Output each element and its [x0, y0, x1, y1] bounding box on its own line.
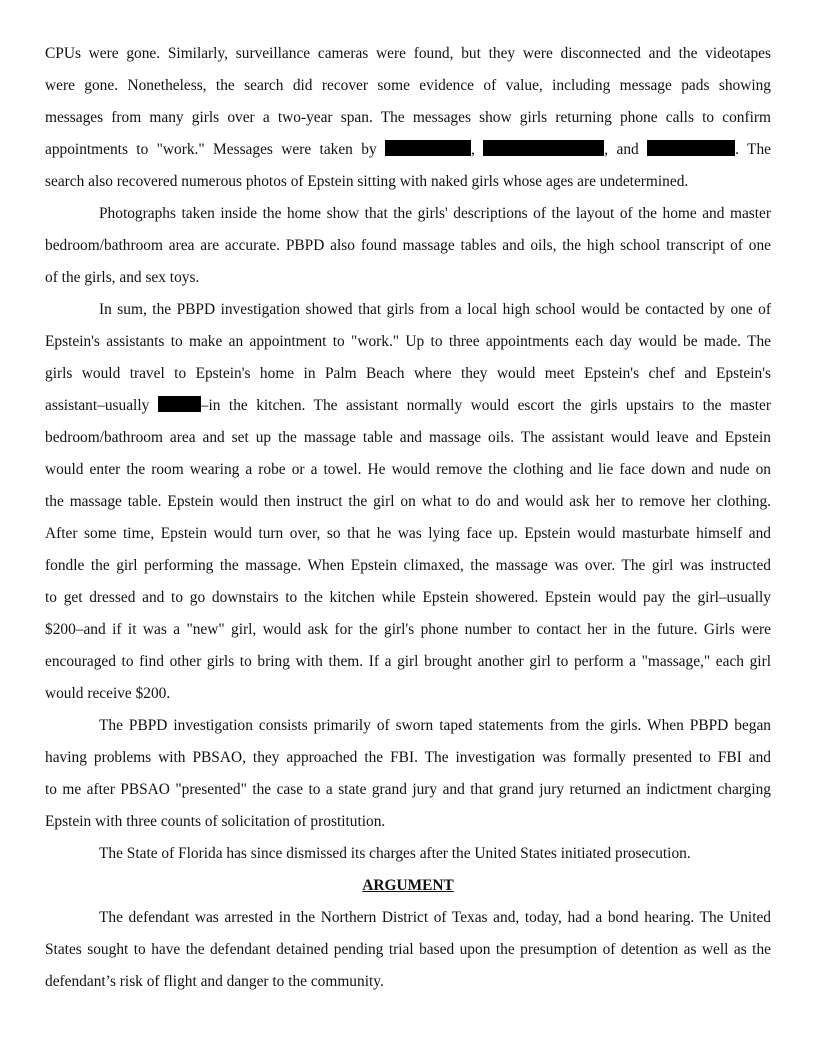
text-line: of the girls, and sex toys. [45, 269, 200, 286]
text-line-with-redactions [45, 390, 771, 422]
text-line: Epstein's assistants to make an appointment to "work." Up to three appointments each day would be made. The [45, 333, 771, 350]
text-line-with-redactions [45, 134, 771, 166]
paragraph-summary [45, 294, 771, 710]
paragraph-state-dismissal [45, 838, 771, 870]
text-line: the massage table. Epstein would then instruct the girl on what to do and would ask her to remove her clothing. [45, 493, 771, 510]
text-line: After some time, Epstein would turn over, so that he was lying face up. Epstein would masturbate himself and [45, 525, 771, 542]
paragraph-argument [45, 902, 771, 998]
text-line: States sought to have the defendant detained pending trial based upon the presumption of detention as well as the [45, 941, 771, 958]
text-line: Photographs taken inside the home show that the girls' descriptions of the layout of the home and master [99, 205, 771, 222]
redaction-block [647, 140, 735, 156]
redaction-block [158, 396, 201, 412]
text-line: In sum, the PBPD investigation showed that girls from a local high school would be contacted by one of [99, 301, 771, 318]
text-line: The defendant was arrested in the Northern District of Texas and, today, had a bond hearing. The United [99, 909, 771, 926]
text-line: to me after PBSAO "presented" the case to a state grand jury and that grand jury returned an indictment charging [45, 781, 771, 798]
paragraph-photographs [45, 198, 771, 294]
redaction-block [483, 140, 604, 156]
text-segment: assistant–usually [45, 397, 150, 414]
text-line: bedroom/bathroom area are accurate. PBPD also found massage tables and oils, the high school transcript of one [45, 237, 771, 254]
text-segment: . The [735, 141, 771, 158]
paragraph-investigation [45, 710, 771, 838]
paragraph-search-results [45, 38, 771, 198]
text-segment: , [471, 141, 475, 158]
text-segment: –in the kitchen. The assistant normally would escort the girls upstairs to the master [200, 397, 771, 414]
text-line: Epstein with three counts of solicitation of prostitution. [45, 813, 386, 830]
text-line: messages from many girls over a two-year span. The messages show girls returning phone calls to confirm [45, 109, 771, 126]
text-line: bedroom/bathroom area and set up the massage table and massage oils. The assistant would leave and Epstein [45, 429, 771, 446]
text-line: would enter the room wearing a robe or a towel. He would remove the clothing and lie face down and nude on [45, 461, 771, 478]
text-line: to get dressed and to go downstairs to the kitchen while Epstein showered. Epstein would pay the girl–usually [45, 589, 771, 606]
text-line: CPUs were gone. Similarly, surveillance cameras were found, but they were disconnected and the videotapes [45, 45, 771, 62]
text-line: having problems with PBSAO, they approached the FBI. The investigation was formally presented to FBI and [45, 749, 771, 766]
text-segment: appointments to "work." Messages were taken by [45, 141, 377, 158]
text-line: encouraged to find other girls to bring with them. If a girl brought another girl to perform a "massage," each girl [45, 653, 771, 670]
text-segment: , and [604, 141, 639, 158]
text-line: fondle the girl performing the massage. When Epstein climaxed, the massage was over. The girl was instructed [45, 557, 771, 574]
heading-text: ARGUMENT [362, 877, 454, 894]
redaction-block [385, 140, 471, 156]
text-line: would receive $200. [45, 685, 171, 702]
document-page [45, 38, 771, 998]
text-line: girls would travel to Epstein's home in Palm Beach where they would meet Epstein's chef and Epstein's [45, 365, 771, 382]
text-line: The PBPD investigation consists primarily of sworn taped statements from the girls. When PBPD began [99, 717, 771, 734]
text-line: defendant’s risk of flight and danger to the community. [45, 973, 384, 990]
section-heading [45, 870, 771, 902]
text-line: The State of Florida has since dismissed its charges after the United States initiated prosecution. [99, 845, 691, 862]
text-line: were gone. Nonetheless, the search did recover some evidence of value, including message pads showing [45, 77, 771, 94]
text-line: $200–and if it was a "new" girl, would ask for the girl's phone number to contact her in the future. Girls were [45, 621, 771, 638]
text-line: search also recovered numerous photos of Epstein sitting with naked girls whose ages are undetermined. [45, 173, 689, 190]
